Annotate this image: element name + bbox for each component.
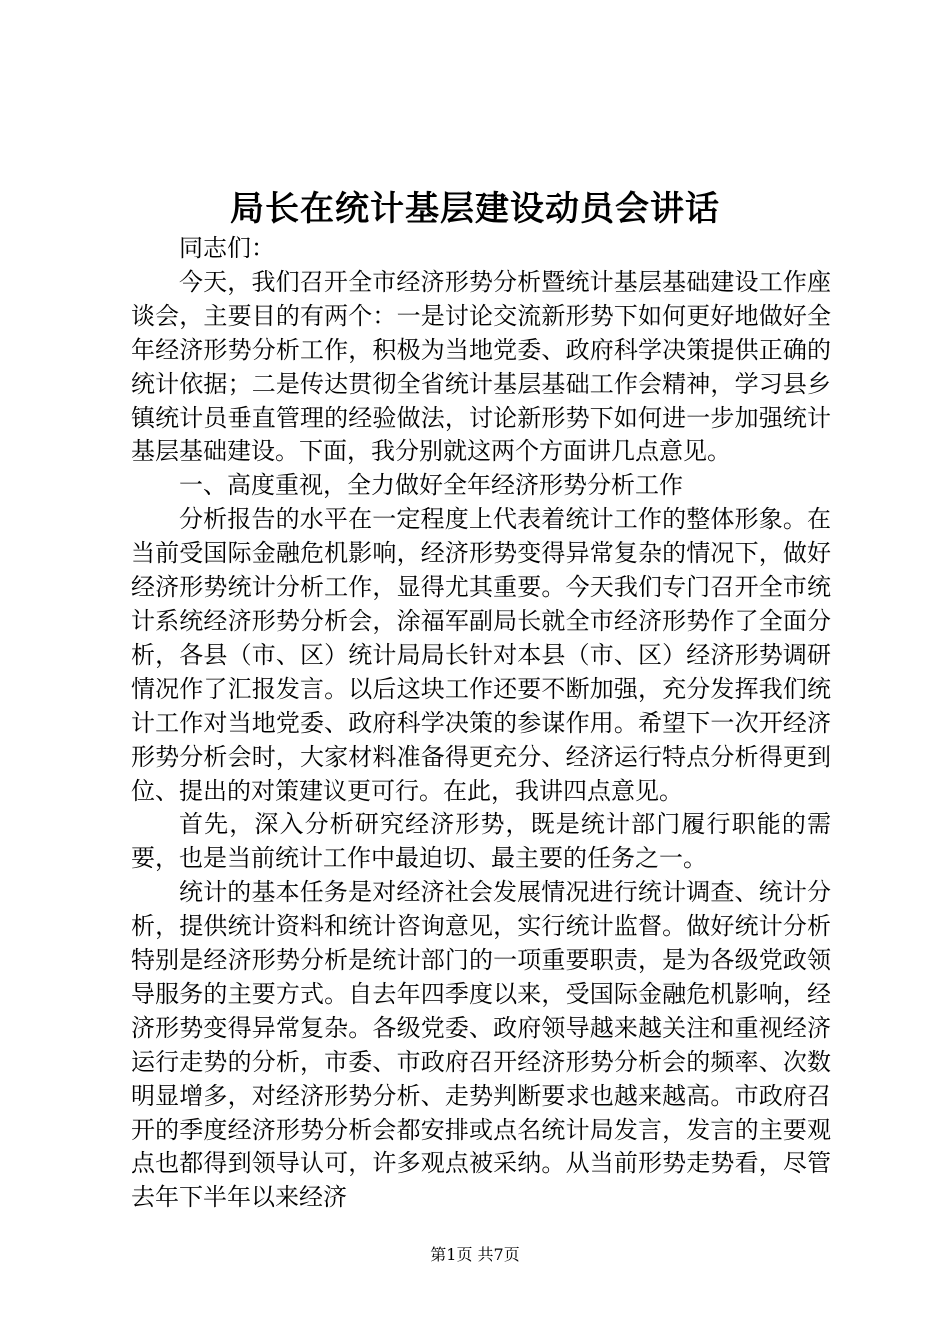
document-title: 局长在统计基层建设动员会讲话	[230, 189, 720, 229]
body-paragraph: 分析报告的水平在一定程度上代表着统计工作的整体形象。在当前受国际金融危机影响，经济形势变得异常复杂的情况下，做好经济形势统计分析工作，显得尤其重要。今天我们专门召开全市统计系统经济形势分析会，涂福军副局长就全市经济形势作了全面分析，各县（市、区）统计局局长针对本县（市、区）经济形势调研情况作了汇报发言。以后这块工作还要不断加强，充分发挥我们统计工作对当地党委、政府科学决策的参谋作用。希望下一次开经济形势分析会时，大家材料准备得更充分、经济运行特点分析得更到位、提出的对策建议更可行。在此，我讲四点意见。	[131, 505, 831, 805]
section-heading: 一、高度重视，全力做好全年经济形势分析工作	[179, 471, 683, 500]
document-body	[131, 232, 831, 1215]
body-paragraph: 统计的基本任务是对经济社会发展情况进行统计调查、统计分析，提供统计资料和统计咨询意见，实行统计监督。做好统计分析特别是经济形势分析是统计部门的一项重要职责，是为各级党政领导服务的主要方式。自去年四季度以来，受国际金融危机影响，经济形势变得异常复杂。各级党委、政府领导越来越关注和重视经济运行走势的分析，市委、市政府召开经济形势分析会的频率、次数明显增多，对经济形势分析、走势判断要求也越来越高。市政府召开的季度经济形势分析会都安排或点名统计局发言，发言的主要观点也都得到领导认可，许多观点被采纳。从当前形势走势看，尽管去年下半年以来经济	[131, 878, 831, 1212]
body-paragraph: 首先，深入分析研究经济形势，既是统计部门履行职能的需要，也是当前统计工作中最迫切、最主要的任务之一。	[131, 810, 831, 873]
salutation-paragraph: 同志们：	[179, 234, 275, 262]
intro-paragraph: 今天，我们召开全市经济形势分析暨统计基层基础建设工作座谈会，主要目的有两个：一是讨论交流新形势下如何更好地做好全年经济形势分析工作，积极为当地党委、政府科学决策提供正确的统计依据；二是传达贯彻全省统计基层基础工作会精神，学习县乡镇统计员垂直管理的经验做法，讨论新形势下如何进一步加强统计基层基础建设。下面，我分别就这两个方面讲几点意见。	[131, 267, 831, 466]
page-number-footer: 第1页 共7页	[430, 1245, 520, 1264]
